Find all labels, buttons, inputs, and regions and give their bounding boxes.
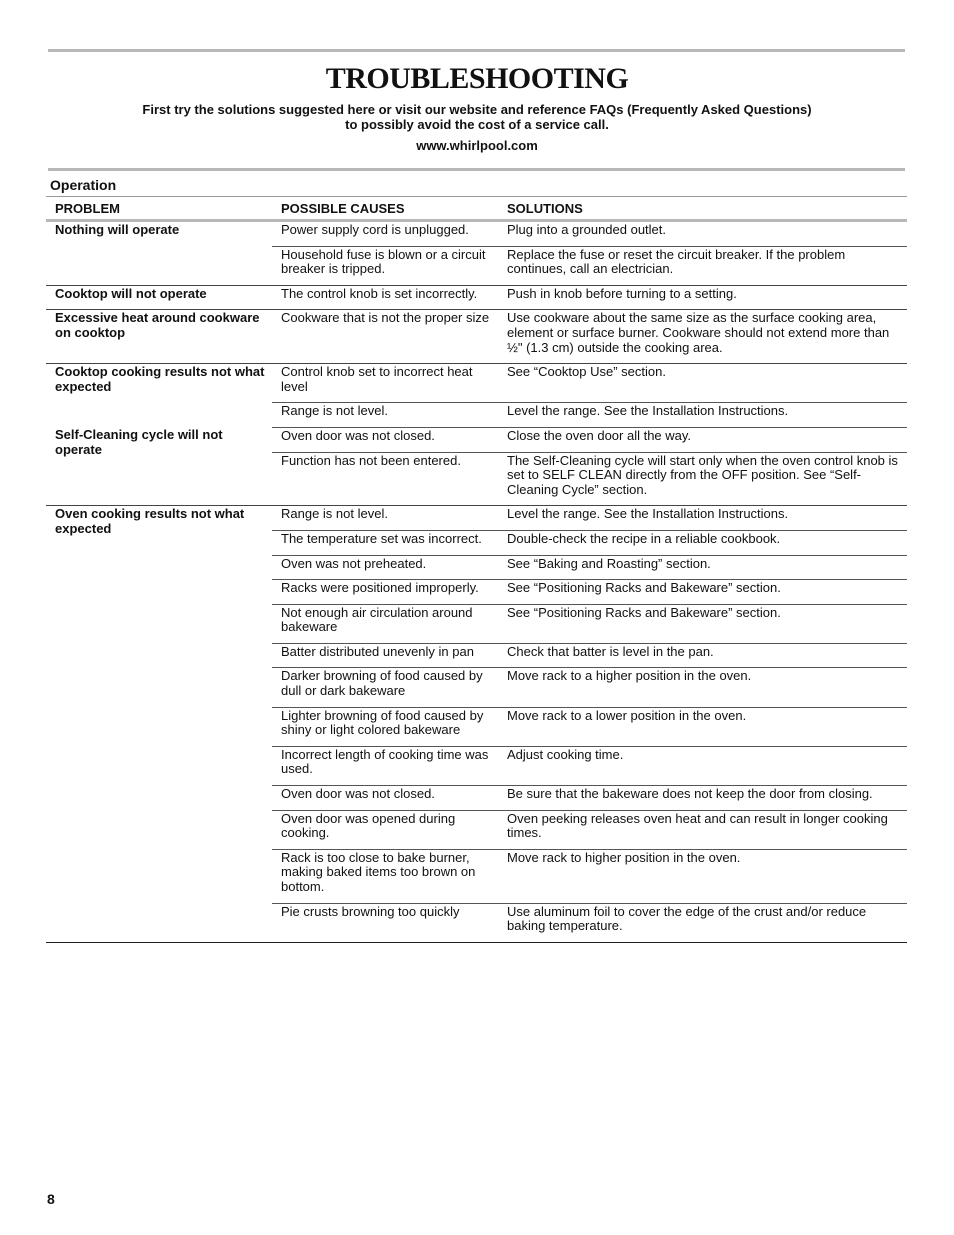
problem-group [46, 364, 907, 506]
solution-cell: Level the range. See the Installation Instructions. [507, 506, 789, 522]
table-row [272, 849, 907, 903]
solution-cell: Adjust cooking time. [507, 746, 624, 762]
table-row [272, 643, 907, 668]
cause-cell: The control knob is set incorrectly. [281, 285, 478, 301]
troubleshooting-table [46, 222, 907, 943]
solution-cell: Plug into a grounded outlet. [507, 222, 667, 237]
table-row [272, 364, 907, 402]
cause-solution-list [272, 506, 907, 941]
cause-cell: Oven door was opened during cooking. [281, 810, 456, 841]
problem-cell [46, 310, 272, 363]
table-row [272, 222, 907, 246]
problem-label: Excessive heat around cookware on cooktop [55, 310, 260, 340]
solution-cell: Level the range. See the Installation Instructions. [507, 403, 789, 419]
solution-cell: Check that batter is level in the pan. [507, 643, 714, 659]
table-row [272, 246, 907, 285]
cause-cell: Power supply cord is unplugged. [281, 222, 469, 237]
solution-cell: See “Positioning Racks and Bakeware” section. [507, 580, 781, 596]
solution-cell: See “Baking and Roasting” section. [507, 555, 711, 571]
cause-cell: Oven door was not closed. [281, 786, 435, 802]
intro-text [0, 102, 954, 132]
table-row [272, 452, 907, 506]
solution-cell: Oven peeking releases oven heat and can result in longer cooking times. [507, 810, 888, 841]
cause-cell: Cookware that is not the proper size [281, 310, 490, 326]
table-row [272, 604, 907, 643]
problem-label: Nothing will operate [55, 222, 180, 237]
table-row [272, 810, 907, 849]
solution-cell: Replace the fuse or reset the circuit breaker. If the problem continues, call an electrician. [507, 246, 846, 277]
problem-label: Oven cooking results not what expected [55, 506, 245, 536]
top-rule [48, 49, 905, 52]
intro-line-1: First try the solutions suggested here or visit our website and reference FAQs (Frequently Asked Questions) [142, 102, 812, 117]
table-header [46, 196, 907, 222]
cause-cell: Oven was not preheated. [281, 555, 427, 571]
solution-cell: The Self-Cleaning cycle will start only when the oven control knob is set to SELF CLEAN directly from the OFF position. See “Self-Cleaning Cycle” section. [507, 452, 898, 497]
solution-cell: Move rack to a lower position in the oven. [507, 707, 747, 723]
cause-cell: Range is not level. [281, 506, 388, 522]
page-number: 8 [47, 1191, 55, 1207]
cause-solution-list [272, 286, 907, 310]
cause-cell: Household fuse is blown or a circuit breaker is tripped. [281, 246, 486, 277]
solution-cell: Move rack to a higher position in the oven. [507, 668, 752, 684]
table-row [272, 402, 907, 427]
cause-cell: Racks were positioned improperly. [281, 580, 479, 596]
problem-label: Cooktop will not operate [55, 285, 207, 301]
cause-cell: Incorrect length of cooking time was used. [281, 746, 489, 777]
column-header-problem: PROBLEM [55, 201, 120, 216]
problem-group [46, 310, 907, 364]
solution-cell: Double-check the recipe in a reliable cookbook. [507, 530, 781, 546]
table-row [272, 746, 907, 785]
section-rule [48, 168, 905, 171]
cause-cell: Pie crusts browning too quickly [281, 903, 460, 919]
cause-cell: The temperature set was incorrect. [281, 530, 482, 546]
cause-cell: Range is not level. [281, 403, 388, 419]
cause-solution-list [272, 310, 907, 363]
website-link[interactable]: www.whirlpool.com [416, 138, 538, 153]
cause-cell: Batter distributed unevenly in pan [281, 643, 474, 659]
solution-cell: Close the oven door all the way. [507, 427, 692, 443]
problem-label: Self-Cleaning cycle will not operate [55, 426, 223, 457]
solution-cell: Push in knob before turning to a setting. [507, 285, 737, 301]
table-row [272, 707, 907, 746]
cause-solution-list [272, 364, 907, 505]
problem-group [46, 506, 907, 942]
table-row [272, 667, 907, 706]
cause-cell: Not enough air circulation around bakeware [281, 604, 473, 635]
cause-cell: Rack is too close to bake burner, making baked items too brown on bottom. [281, 849, 476, 894]
solution-cell: See “Cooktop Use” section. [507, 364, 666, 380]
solution-cell: Use aluminum foil to cover the edge of the crust and/or reduce baking temperature. [507, 903, 867, 934]
section-heading: Operation [50, 177, 117, 193]
problem-cell [46, 222, 272, 285]
cause-cell: Lighter browning of food caused by shiny or light colored bakeware [281, 707, 484, 738]
cause-cell: Darker browning of food caused by dull or dark bakeware [281, 668, 483, 699]
problem-cell [46, 364, 272, 505]
table-row [272, 530, 907, 555]
table-row [272, 579, 907, 604]
intro-line-2: to possibly avoid the cost of a service call. [345, 117, 609, 132]
column-header-causes: POSSIBLE CAUSES [281, 201, 405, 216]
cause-cell: Function has not been entered. [281, 452, 461, 468]
table-row [272, 506, 907, 530]
table-row [272, 310, 907, 363]
problem-cell [46, 506, 272, 941]
problem-label: Cooktop cooking results not what expected [55, 364, 265, 394]
solution-cell: Use cookware about the same size as the surface cooking area, element or surface burner. Cookware should not extend more than ½" (1.3 cm) outside the cooking area. [507, 310, 890, 355]
cause-solution-list [272, 222, 907, 285]
cause-cell: Control knob set to incorrect heat level [281, 364, 473, 394]
column-header-solutions: SOLUTIONS [507, 201, 583, 216]
cause-cell: Oven door was not closed. [281, 427, 435, 443]
table-row [272, 785, 907, 810]
table-row [272, 903, 907, 942]
problem-group [46, 222, 907, 286]
problem-group [46, 286, 907, 311]
solution-cell: Move rack to higher position in the oven. [507, 849, 741, 865]
page-title: TROUBLESHOOTING [325, 62, 629, 95]
problem-cell [46, 286, 272, 310]
table-row [272, 555, 907, 580]
table-row [272, 427, 907, 452]
solution-cell: See “Positioning Racks and Bakeware” section. [507, 604, 781, 620]
solution-cell: Be sure that the bakeware does not keep the door from closing. [507, 786, 873, 802]
table-row [272, 286, 907, 310]
